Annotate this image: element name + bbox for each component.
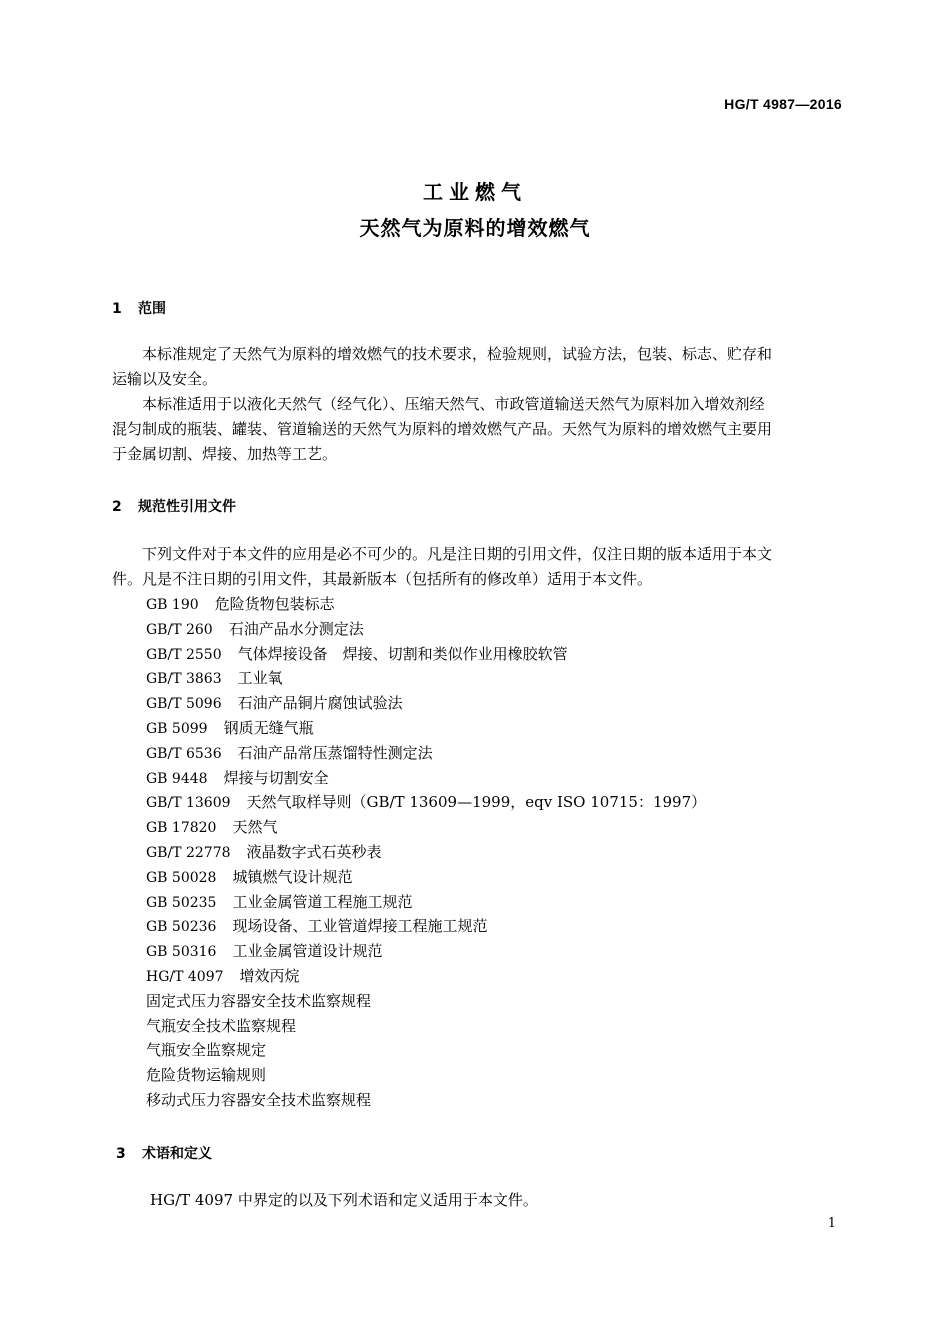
- document-title-main: 工业燃气: [423, 180, 527, 204]
- page-number: 1: [827, 1216, 836, 1231]
- reference-title: 固定式压力容器安全技术监察规程: [146, 991, 372, 1010]
- reference-item: [146, 1088, 706, 1113]
- reference-title: 气瓶安全监察规定: [146, 1041, 267, 1060]
- reference-code: GB 17820: [146, 820, 217, 837]
- reference-title: 石油产品水分测定法: [228, 619, 364, 638]
- reference-title: 天然气取样导则（GB/T 13609—1999，eqv ISO 10715：1997）: [246, 793, 707, 812]
- reference-item: [146, 1038, 706, 1063]
- references-intro-paragraph: 下列文件对于本文件的应用是必不可少的。凡是注日期的引用文件，仅注日期的版本适用于本文 件。凡是不注日期的引用文件，其最新版本（包括所有的修改单）适用于本文件。: [112, 545, 773, 588]
- reference-title: 工业氧: [237, 669, 283, 688]
- reference-code: GB 50235: [146, 894, 217, 911]
- reference-item: [146, 1014, 706, 1039]
- reference-code: GB 5099: [146, 720, 208, 737]
- reference-code: GB/T 3863: [146, 671, 222, 688]
- document-title-sub: 天然气为原料的增效燃气: [359, 216, 591, 240]
- reference-code: GB 50236: [146, 919, 217, 936]
- reference-item: [146, 989, 706, 1014]
- reference-code: GB/T 22778: [146, 844, 231, 861]
- section-title: 规范性引用文件: [138, 499, 236, 515]
- scope-paragraph-2: 本标准适用于以液化天然气（经气化）、压缩天然气、市政管道输送天然气为原料加入增效剂经 混匀制成的瓶装、罐装、管道输送的天然气为原料的增效燃气产品。天然气为原料的增效燃气主要用 于金属切割、焊接、加热等工艺。: [112, 395, 773, 463]
- reference-item: [146, 840, 706, 865]
- reference-code: GB/T 2550: [146, 646, 222, 663]
- reference-code: GB/T 5096: [146, 696, 222, 713]
- scope-paragraph-1: 本标准规定了天然气为原料的增效燃气的技术要求，检验规则，试验方法，包装、标志、贮存和 运输以及安全。: [112, 345, 773, 388]
- reference-title: 焊接与切割安全: [223, 768, 329, 787]
- reference-code: GB 190: [146, 597, 199, 613]
- reference-title: 液晶数字式石英秒表: [246, 842, 382, 861]
- reference-item: [146, 691, 706, 716]
- section-heading-normative-references: [112, 496, 236, 516]
- reference-title: 工业金属管道设计规范: [232, 942, 383, 961]
- reference-item: [146, 1063, 706, 1088]
- reference-title: 危险货物包装标志: [214, 595, 335, 613]
- reference-title: 现场设备、工业管道焊接工程施工规范: [232, 917, 488, 936]
- reference-code: GB 50028: [146, 869, 217, 886]
- reference-item: [146, 914, 706, 939]
- reference-code: GB/T 13609: [146, 795, 231, 812]
- reference-title: 钢质无缝气瓶: [223, 718, 314, 737]
- reference-title: 移动式压力容器安全技术监察规程: [146, 1090, 372, 1109]
- section-number: 1: [112, 301, 122, 317]
- terms-intro-paragraph: HG/T 4097 中界定的以及下列术语和定义适用于本文件。: [150, 1191, 538, 1209]
- section-number: 2: [112, 499, 122, 515]
- reference-item: [146, 890, 706, 915]
- reference-code: GB/T 6536: [146, 745, 222, 762]
- reference-title: 天然气: [232, 818, 278, 837]
- reference-title: 增效丙烷: [239, 966, 300, 985]
- reference-title: 气体焊接设备 焊接、切割和类似作业用橡胶软管: [237, 644, 568, 663]
- reference-code: GB/T 260: [146, 621, 213, 638]
- reference-title: 工业金属管道工程施工规范: [232, 892, 413, 911]
- reference-item: [146, 766, 706, 791]
- standard-code: HG/T 4987—2016: [724, 96, 842, 112]
- reference-item: [146, 964, 706, 989]
- reference-code: HG/T 4097: [146, 968, 224, 985]
- reference-code: GB 50316: [146, 944, 217, 961]
- section-title: 术语和定义: [142, 1146, 212, 1162]
- section-heading-terms: [116, 1143, 212, 1163]
- reference-title: 石油产品常压蒸馏特性测定法: [237, 743, 433, 762]
- reference-title: 石油产品铜片腐蚀试验法: [237, 694, 403, 713]
- reference-item: [146, 592, 706, 617]
- reference-title: 城镇燃气设计规范: [232, 867, 353, 886]
- reference-item: [146, 815, 706, 840]
- reference-list: [146, 592, 706, 1113]
- section-number: 3: [116, 1146, 126, 1162]
- reference-code: GB 9448: [146, 770, 208, 787]
- section-title: 范围: [138, 301, 166, 317]
- reference-item: [146, 865, 706, 890]
- reference-item: [146, 716, 706, 741]
- reference-item: [146, 939, 706, 964]
- reference-item: [146, 617, 706, 642]
- reference-title: 气瓶安全技术监察规程: [146, 1016, 297, 1035]
- reference-item: [146, 790, 706, 815]
- section-heading-scope: [112, 298, 166, 318]
- reference-title: 危险货物运输规则: [146, 1066, 267, 1085]
- reference-item: [146, 642, 706, 667]
- reference-item: [146, 741, 706, 766]
- reference-item: [146, 666, 706, 691]
